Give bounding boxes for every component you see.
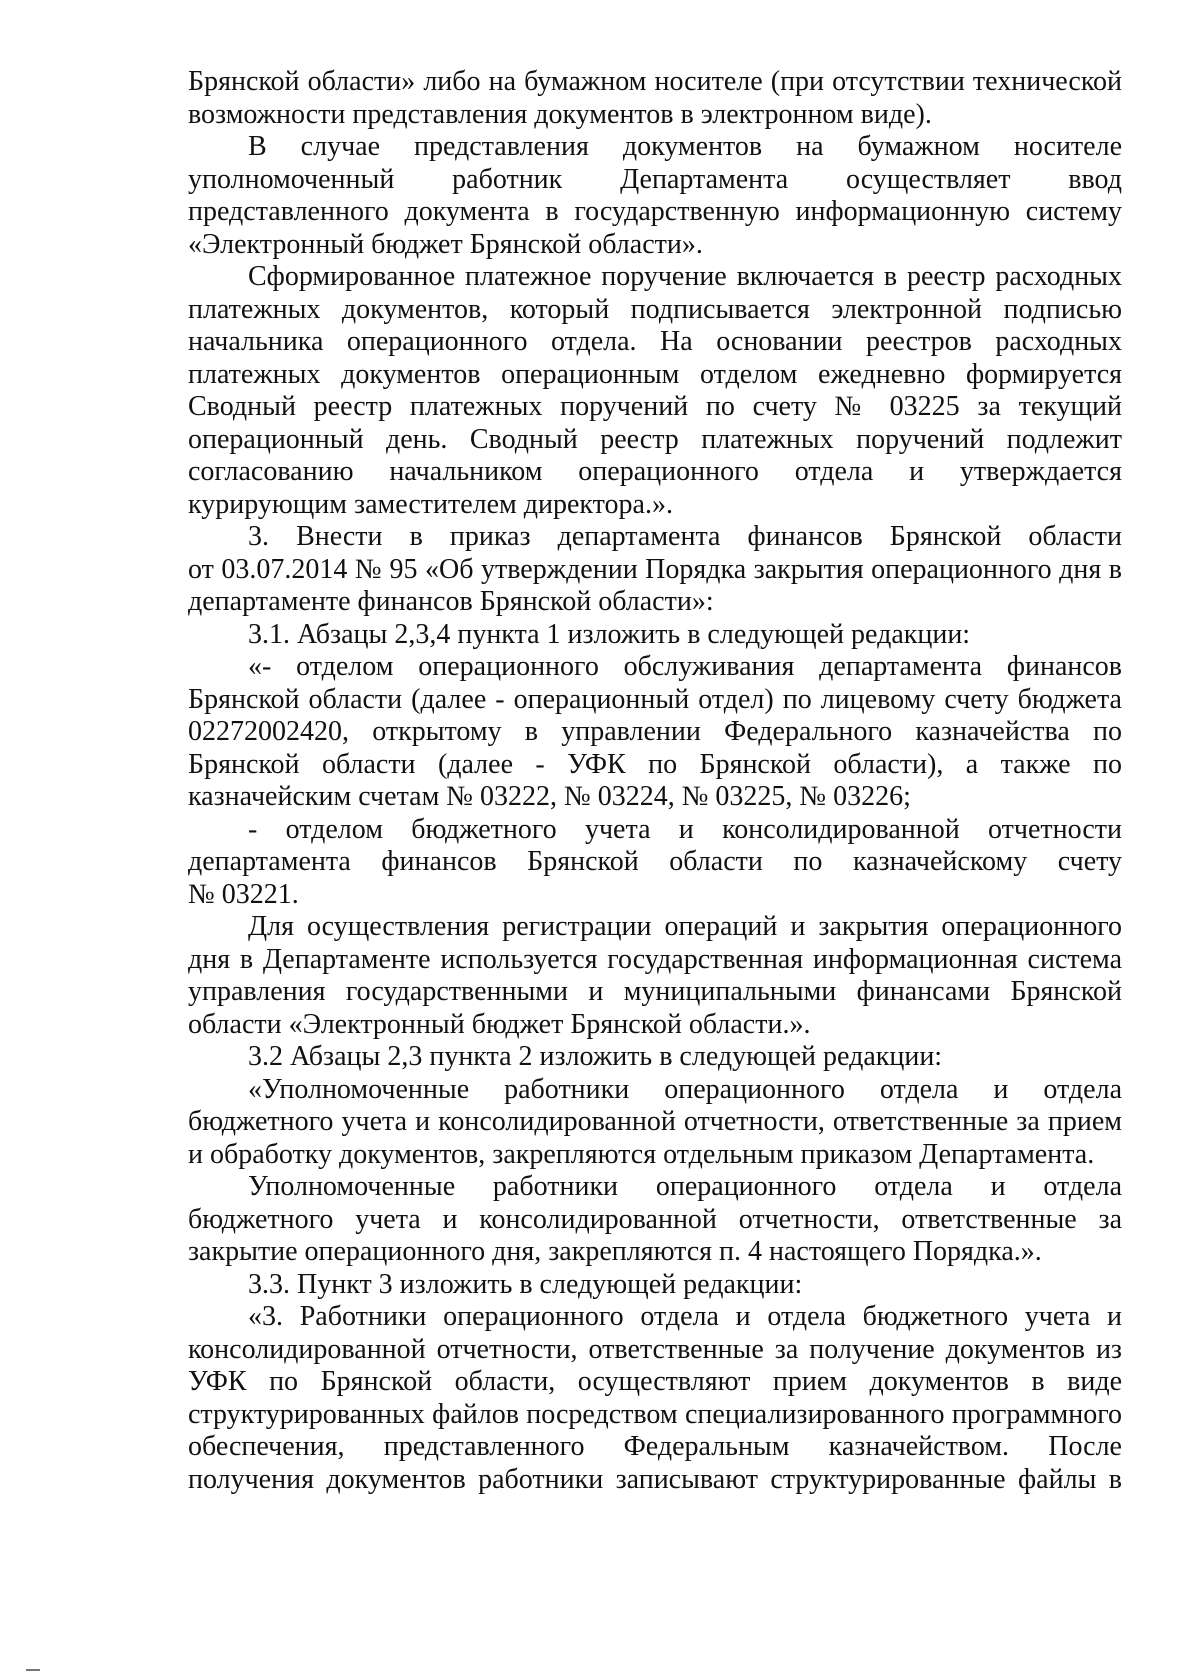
text-line: уполномоченный работник Департамента осуществляет ввод (188, 163, 1122, 195)
text-line: платежных документов операционным отделом ежедневно формируется (188, 358, 1122, 390)
text-line: 3.1. Абзацы 2,3,4 пункта 1 изложить в следующей редакции: (248, 618, 971, 650)
text-line: № 03221. (188, 878, 299, 910)
text-line: области «Электронный бюджет Брянской области.». (188, 1008, 811, 1040)
text-line: дня в Департаменте используется государственная информационная система (188, 943, 1122, 975)
text-line: Брянской области (далее - операционный отдел) по лицевому счету бюджета (188, 683, 1122, 715)
text-line: 02272002420, открытому в управлении Федерального казначейства по (188, 716, 1122, 747)
text-line: бюджетного учета и консолидированной отчетности, ответственные за (188, 1203, 1122, 1235)
text-line: обеспечения, представленного Федеральным казначейством. После (188, 1431, 1122, 1462)
text-line: Сводный реестр платежных поручений по счету № 03225 за текущий (188, 391, 1122, 422)
text-line: представленного документа в государственную информационную систему (188, 196, 1122, 227)
text-line: «Уполномоченные работники операционного отдела и отдела (248, 1073, 1122, 1105)
text-line: департамента финансов Брянской области по казначейскому счету (188, 846, 1122, 877)
text-line: Брянской области» либо на бумажном носителе (при отсутствии технической (188, 66, 1122, 97)
text-line: казначейским счетам № 03222, № 03224, № 03225, № 03226; (188, 781, 911, 812)
text-line: Уполномоченные работники операционного отдела и отдела (248, 1171, 1122, 1202)
text-line: структурированных файлов посредством специализированного программного (188, 1398, 1122, 1430)
text-line: возможности представления документов в электронном виде). (188, 98, 932, 130)
text-line: Сформированное платежное поручение включается в реестр расходных (248, 261, 1122, 292)
text-line: согласованию начальником операционного отдела и утверждается (188, 456, 1122, 487)
text-line: - отделом бюджетного учета и консолидированной отчетности (248, 813, 1122, 845)
text-line: 3.2 Абзацы 2,3 пункта 2 изложить в следующей редакции: (248, 1041, 943, 1072)
text-line: департаменте финансов Брянской области»: (188, 586, 714, 617)
text-line: операционный день. Сводный реестр платежных поручений подлежит (188, 423, 1122, 455)
text-line: 3.3. Пункт 3 изложить в следующей редакции: (248, 1268, 803, 1300)
text-line: В случае представления документов на бумажном носителе (248, 131, 1122, 162)
text-line: консолидированной отчетности, ответственные за получение документов из (188, 1333, 1122, 1365)
text-line: от 03.07.2014 № 95 «Об утверждении Порядка закрытия операционного дня в (188, 553, 1122, 585)
document-body (188, 66, 1122, 1496)
text-line: УФК по Брянской области, осуществляют прием документов в виде (188, 1366, 1122, 1397)
text-line: начальника операционного отдела. На основании реестров расходных (188, 326, 1122, 357)
text-line: закрытие операционного дня, закрепляются п. 4 настоящего Порядка.». (188, 1236, 1042, 1267)
text-line: 3. Внести в приказ департамента финансов Брянской области (248, 521, 1122, 552)
text-line: управления государственными и муниципальными финансами Брянской (188, 976, 1122, 1007)
text-line: «- отделом операционного обслуживания департамента финансов (248, 651, 1122, 682)
text-line: курирующим заместителем директора.». (188, 488, 673, 520)
scan-mark (26, 1669, 40, 1671)
text-line: и обработку документов, закрепляются отдельным приказом Департамента. (188, 1138, 1095, 1170)
text-line: «Электронный бюджет Брянской области». (188, 228, 703, 260)
text-line: Для осуществления регистрации операций и закрытия операционного (248, 911, 1122, 942)
text-line: Брянской области (далее - УФК по Брянской области), а также по (188, 748, 1122, 780)
text-line: «3. Работники операционного отдела и отдела бюджетного учета и (248, 1301, 1122, 1332)
text-line: получения документов работники записывают структурированные файлы в (188, 1463, 1122, 1495)
text-line: бюджетного учета и консолидированной отчетности, ответственные за прием (188, 1106, 1122, 1137)
text-line: платежных документов, который подписывается электронной подписью (188, 293, 1122, 325)
